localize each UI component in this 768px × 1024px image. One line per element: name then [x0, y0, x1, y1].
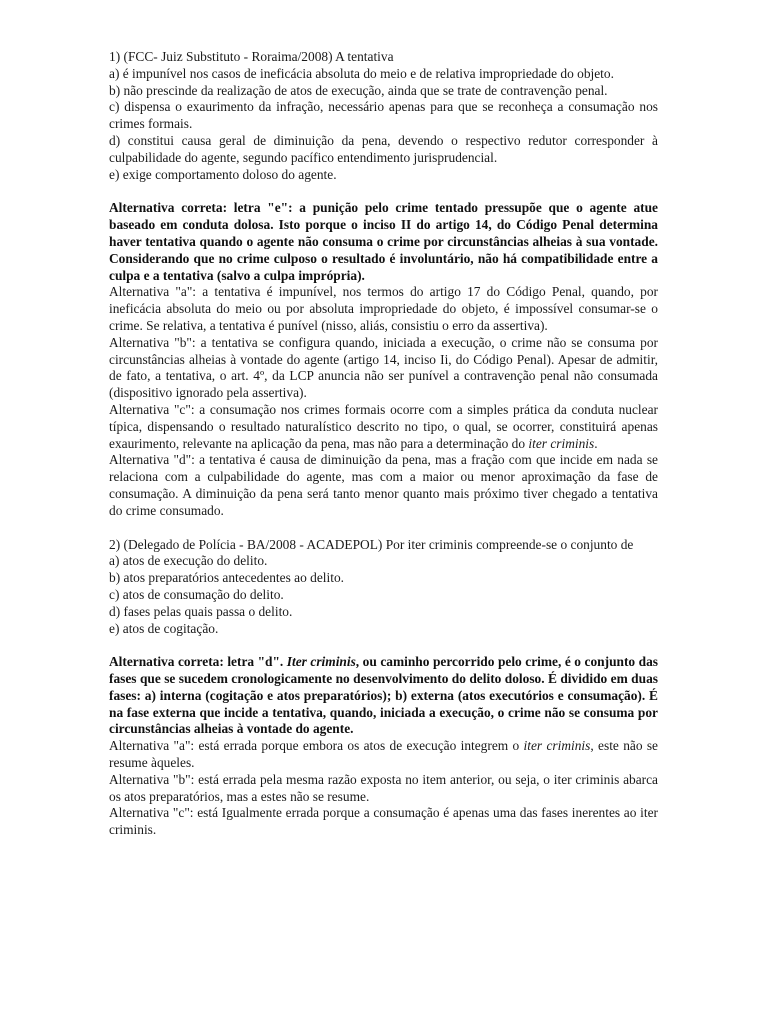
italic-term: Iter criminis	[286, 654, 356, 670]
explanation-text: , este não se resume àqueles.	[109, 738, 659, 771]
question-2-explanation-a	[109, 738, 658, 772]
answer-text: , ou caminho percorrido pelo crime, é o conjunto das fases que se sucedem cronologicamente no desenvolvimento do delito doloso. É dividido em duas fases: a) interna (cogitação e atos preparatórios); b) externa (atos executórios e consumação). É na fase externa que incide a tentativa, quando, iniciada a execução, o crime não se consuma por circunstâncias alheias à vontade do agente.	[109, 654, 658, 737]
question-1-answer: Alternativa correta: letra "e": a punição pelo crime tentado pressupõe que o agente atue baseado em conduta dolosa. Isto porque o inciso II do artigo 14, do Código Penal determina haver tentativa quando o agente não consuma o crime por circunstâncias alheias à sua vontade. Considerando que no crime culposo o resultado é involuntário, não há compatibilidade entre a culpa e a tentativa (salvo a culpa imprópria).	[109, 200, 658, 283]
question-2-option-a: a) atos de execução do delito.	[109, 553, 268, 569]
question-1-option-c: c) dispensa o exaurimento da infração, necessário apenas para que se reconheça a consumação nos crimes formais.	[109, 99, 658, 132]
question-1-option-a: a) é impunível nos casos de ineficácia absoluta do meio e de relativa impropriedade do objeto.	[109, 65, 614, 81]
question-1-explanation-c	[109, 402, 658, 452]
question-2-option-e: e) atos de cogitação.	[109, 620, 219, 636]
question-2-explanation-c: Alternativa "c": está Igualmente errada porque a consumação é apenas uma das fases inerentes ao iter criminis.	[109, 805, 658, 838]
spacer	[109, 520, 658, 537]
question-1-explanation-d: Alternativa "d": a tentativa é causa de diminuição da pena, mas a fração com que incide em nada se relaciona com a culpabilidade do agente, mas com a maior ou menor aproximação da fase de consumação. A diminuição da pena será tanto menor quanto mais próximo tiver chegado a tentativa do crime consumado.	[109, 452, 658, 518]
question-2-header: 2) (Delegado de Polícia - BA/2008 - ACADEPOL) Por iter criminis compreende-se o conjunto de	[109, 536, 634, 552]
document-page	[109, 49, 658, 839]
explanation-text: .	[594, 435, 598, 451]
italic-term: iter criminis	[528, 435, 595, 451]
question-1-option-d: d) constitui causa geral de diminuição da pena, devendo o respectivo redutor corresponder à culpabilidade do agente, segundo pacífico entendimento jurisprudencial.	[109, 132, 658, 165]
question-2-answer	[109, 654, 658, 738]
question-1-option-e: e) exige comportamento doloso do agente.	[109, 166, 337, 182]
question-1-explanation-b: Alternativa "b": a tentativa se configura quando, iniciada a execução, o crime não se consuma por circunstâncias alheias à vontade do agente (artigo 14, inciso Ii, do Código Penal). Apesar de admitir, de fato, a tentativa, o art. 4º, da LCP anuncia não ser punível a contravenção penal não consumada (dispositivo ignorado pela assertiva).	[109, 334, 658, 401]
spacer	[109, 637, 658, 654]
explanation-text: Alternativa "a": está errada porque embora os atos de execução integrem o	[109, 738, 524, 754]
question-2-option-c: c) atos de consumação do delito.	[109, 586, 284, 602]
question-1-header: 1) (FCC- Juiz Substituto - Roraima/2008) A tentativa	[109, 49, 394, 64]
answer-text: Alternativa correta: letra "d".	[109, 654, 287, 670]
spacer	[109, 183, 658, 200]
question-1-option-b: b) não prescinde da realização de atos de execução, ainda que se trate de contravenção penal.	[109, 82, 608, 98]
question-1-explanation-a: Alternativa "a": a tentativa é impunível, nos termos do artigo 17 do Código Penal, quando, por ineficácia absoluta do meio ou por absoluta impropriedade do objeto, é impossível consumar-se o crime. Se relativa, a tentativa é punível (nisso, aliás, consistiu o erro da assertiva).	[109, 284, 658, 333]
explanation-text: Alternativa "c": a consumação nos crimes formais ocorre com a simples prática da conduta nuclear típica, dispensando o resultado naturalístico descrito no tipo, o qual, se ocorrer, constituirá apenas exaurimento, relevante na aplicação da pena, mas não para a determinação do	[109, 401, 658, 451]
question-2-explanation-b: Alternativa "b": está errada pela mesma razão exposta no item anterior, ou seja, o iter criminis abarca os atos preparatórios, mas a estes não se resume.	[109, 771, 658, 804]
question-2-option-d: d) fases pelas quais passa o delito.	[109, 603, 293, 619]
question-2-option-b: b) atos preparatórios antecedentes ao delito.	[109, 570, 344, 586]
italic-term: iter criminis	[523, 738, 591, 754]
